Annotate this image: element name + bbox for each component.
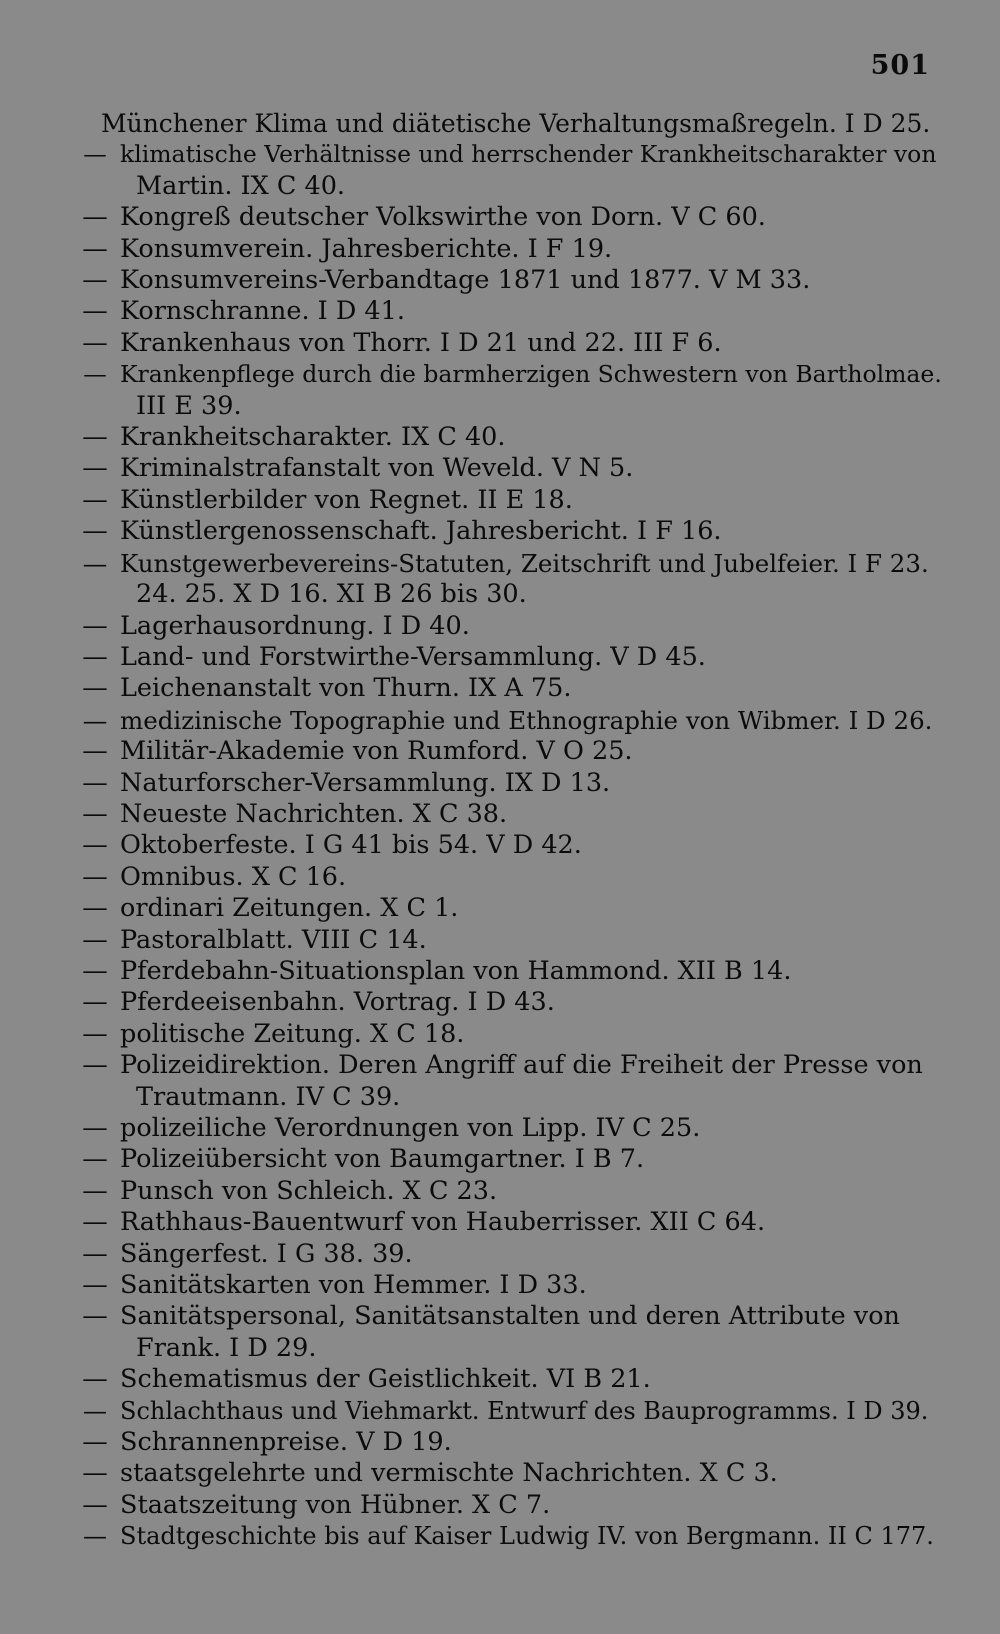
entry-dash: — [82,798,108,829]
index-entry [70,768,942,799]
entry-text: ordinari Zeitungen. X C 1. [120,893,459,924]
index-entry [70,799,942,830]
index-entry [70,485,942,516]
index-entries [70,108,942,1553]
entry-dash: — [82,1050,108,1081]
entry-dash: — [82,1113,108,1143]
index-entry-continuation: III E 39. [136,390,242,421]
entry-text: Kongreß deutscher Volkswirthe von Dorn. V C 60. [120,202,766,233]
index-entry [70,987,942,1018]
index-entry [70,453,942,484]
index-entry [70,548,942,579]
entry-dash: — [82,673,108,704]
index-entry [70,139,942,170]
index-entry [70,1301,942,1332]
entry-dash: — [82,296,108,327]
entry-text: Krankenhaus von Thorr. I D 21 und 22. III F 6. [120,327,722,358]
index-entry [70,925,942,956]
entry-text: Polizeidirektion. Deren Angriff auf die Freiheit der Presse von [120,1050,923,1081]
entry-dash: — [82,202,108,233]
entry-dash: — [82,955,108,986]
entry-dash: — [82,1489,108,1520]
entry-text: Land- und Forstwirthe-Versammlung. V D 45. [120,641,706,672]
entry-text: Pferdeeisenbahn. Vortrag. I D 43. [120,987,555,1018]
index-entry-heading: Münchener Klima und diätetische Verhaltungsmaßregeln. I D 25. [101,109,931,138]
index-entry [70,611,942,642]
entry-dash: — [82,1175,108,1206]
entry-text: Künstlergenossenschaft. Jahresbericht. I F 16. [120,516,722,547]
entry-dash: — [82,1458,108,1489]
entry-dash: — [82,1207,108,1238]
entry-text: Schlachthaus und Viehmarkt. Entwurf des Bauprogramms. I D 39. [120,1396,929,1425]
entry-text: Rathhaus-Bauentwurf von Hauberrisser. XII C 64. [120,1207,766,1238]
entry-dash: — [82,1301,108,1332]
entry-dash: — [82,233,108,264]
index-entry [70,1144,942,1175]
entry-text: Kriminalstrafanstalt von Weveld. V N 5. [120,453,634,484]
entry-dash: — [82,1427,108,1458]
index-entry [70,202,942,233]
entry-dash: — [82,924,108,955]
entry-text: Sanitätskarten von Hemmer. I D 33. [120,1270,587,1301]
entry-dash: — [83,140,107,169]
index-entry [70,1521,942,1552]
entry-dash: — [82,1144,108,1175]
entry-text: klimatische Verhältnisse und herrschender Krankheitscharakter von [120,140,937,169]
entry-dash: — [82,548,108,578]
entry-text: Leichenanstalt von Thurn. IX A 75. [120,673,572,704]
entry-text: Neueste Nachrichten. X C 38. [120,798,508,829]
index-entry [70,1207,942,1238]
entry-dash: — [82,610,108,641]
entry-dash: — [82,1018,108,1049]
entry-dash: — [82,705,108,735]
entry-dash: — [83,1522,107,1551]
index-entry [70,328,942,359]
index-entry [70,1113,942,1144]
page-number: 501 [870,50,930,81]
entry-text: Pferdebahn-Situationsplan von Hammond. XII B 14. [120,955,792,986]
index-entry-continuation: 24. 25. X D 16. XI B 26 bis 30. [136,579,527,610]
entry-text: polizeiliche Verordnungen von Lipp. IV C 25. [120,1113,701,1143]
index-entry [70,516,942,547]
entry-text: Stadtgeschichte bis auf Kaiser Ludwig IV. von Bergmann. II C 177. [120,1522,934,1551]
entry-dash: — [82,830,108,861]
entry-text: Kornschranne. I D 41. [120,296,405,327]
entry-text: Punsch von Schleich. X C 23. [120,1175,498,1206]
index-entry [70,234,942,265]
entry-dash: — [82,736,108,767]
entry-dash: — [83,360,107,389]
entry-dash: — [82,484,108,515]
index-entry [70,642,942,673]
index-entry [70,705,942,736]
entry-text: Konsumvereins-Verbandtage 1871 und 1877. V M 33. [120,265,811,296]
entry-dash: — [82,987,108,1018]
index-entry [70,359,942,390]
index-entry-continuation: Martin. IX C 40. [136,170,346,201]
entry-text: staatsgelehrte und vermischte Nachrichten. X C 3. [120,1458,778,1489]
index-entry [70,1364,942,1395]
index-entry [70,1019,942,1050]
index-entry [70,1490,942,1521]
entry-text: Polizeiübersicht von Baumgartner. I B 7. [120,1144,645,1175]
entry-dash: — [82,641,108,672]
entry-text: Krankenpflege durch die barmherzigen Schwestern von Bartholmae. [120,360,942,389]
index-entry-continuation: Frank. I D 29. [136,1332,317,1363]
index-entry [70,893,942,924]
entry-text: Sanitätspersonal, Sanitätsanstalten und deren Attribute von [120,1301,900,1332]
entry-text: Schematismus der Geistlichkeit. VI B 21. [120,1364,651,1395]
index-entry [70,1050,942,1081]
entry-dash: — [82,516,108,547]
entry-text: medizinische Topographie und Ethnographie von Wibmer. I D 26. [120,705,933,735]
entry-dash: — [82,327,108,358]
index-entry [70,265,942,296]
index-entry [70,1176,942,1207]
index-entry [70,1427,942,1458]
entry-dash: — [82,1238,108,1269]
entry-text: Naturforscher-Versammlung. IX D 13. [120,767,611,798]
entry-text: Künstlerbilder von Regnet. II E 18. [120,484,573,515]
entry-dash: — [82,422,108,453]
index-entry [70,956,942,987]
index-entry [70,862,942,893]
index-entry-list [70,139,942,1552]
entry-text: Kunstgewerbevereins-Statuten, Zeitschrift und Jubelfeier. I F 23. [120,548,929,578]
index-entry [70,1458,942,1489]
index-entry [70,830,942,861]
index-entry [70,422,942,453]
entry-text: Staatszeitung von Hübner. X C 7. [120,1489,551,1520]
index-entry [70,1270,942,1301]
index-entry [70,673,942,704]
entry-text: politische Zeitung. X C 18. [120,1018,465,1049]
entry-text: Omnibus. X C 16. [120,861,347,892]
entry-text: Oktoberfeste. I G 41 bis 54. V D 42. [120,830,582,861]
entry-text: Pastoralblatt. VIII C 14. [120,924,427,955]
entry-dash: — [82,453,108,484]
index-entry-continuation: Trautmann. IV C 39. [136,1081,401,1112]
entry-dash: — [82,265,108,296]
entry-dash: — [82,893,108,924]
index-entry [70,736,942,767]
index-entry [70,1396,942,1427]
entry-text: Schrannenpreise. V D 19. [120,1427,452,1458]
index-entry [70,296,942,327]
entry-text: Konsumverein. Jahresberichte. I F 19. [120,233,613,264]
entry-dash: — [82,1270,108,1301]
entry-text: Sängerfest. I G 38. 39. [120,1238,413,1269]
entry-dash: — [82,861,108,892]
index-entry [70,1239,942,1270]
entry-text: Krankheitscharakter. IX C 40. [120,422,506,453]
entry-dash: — [83,1396,107,1425]
entry-text: Militär-Akademie von Rumford. V O 25. [120,736,633,767]
entry-dash: — [82,1364,108,1395]
entry-text: Lagerhausordnung. I D 40. [120,610,470,641]
entry-dash: — [82,767,108,798]
